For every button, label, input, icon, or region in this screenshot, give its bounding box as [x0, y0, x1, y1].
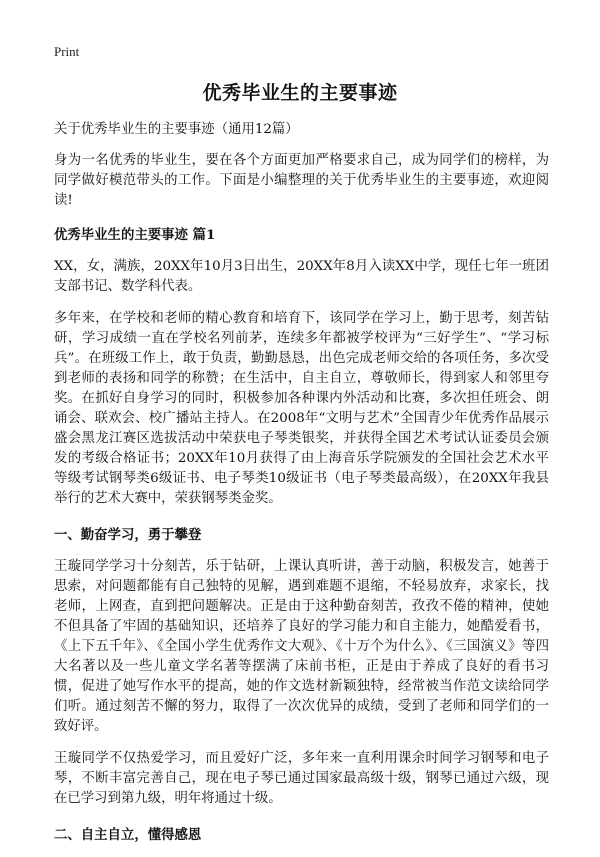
print-link[interactable]: Print	[54, 44, 80, 59]
profile-paragraph: XX，女，满族，20XX年10月3日出生，20XX年8月入读XX中学，现任七年一班团支部书记、数学科代表。	[54, 259, 549, 294]
document-subtitle: 关于优秀毕业生的主要事迹（通用12篇）	[54, 122, 299, 137]
page-title: 优秀毕业生的主要事迹	[202, 82, 398, 104]
intro-paragraph: 身为一名优秀的毕业生，要在各个方面更加严格要求自己，成为同学们的榜样，为同学做好模范带头的工作。下面是小编整理的关于优秀毕业生的主要事迹，欢迎阅读!	[54, 153, 549, 208]
subheading-study: 一、勤奋学习，勇于攀登	[54, 527, 202, 543]
document-body	[54, 120, 549, 857]
study-paragraph: 王璇同学学习十分刻苦，乐于钻研，上课认真听讲，善于动脑，积极发言，她善于思索，对问题都能有自己独特的见解，遇到难题不退缩，不轻易放弃，求家长，找老师，上网查，直到把问题解决。正是由于这种勤奋刻苦，孜孜不倦的精神，使她不但具备了牢固的基础知识，还培养了良好的学习能力和自主能力，她酷爱看书，《上下五千年》、《全国小学生优秀作文大观》、《十万个为什么》、《三国演义》等四大名著以及一些儿童文学名著等摆满了床前书柜，正是由于养成了良好的看书习惯，促进了她写作水平的提高，她的作文选材新颖独特，经常被当作范文读给同学们听。通过刻苦不懈的努力，取得了一次次优异的成绩，受到了老师和同学们的一致好评。	[54, 559, 549, 734]
achievements-paragraph: 多年来，在学校和老师的精心教育和培育下，该同学在学习上，勤于思考，刻苦钻研，学习成绩一直在学校名列前茅，连续多年都被学校评为“三好学生”、“学习标兵”。在班级工作上，敢于负责，勤勤恳恳，出色完成老师交给的各项任务，多次受到老师的表扬和同学的称赞；在生活中，自主自立，尊敬师长，得到家人和邻里夸奖。在抓好自身学习的同时，积极参加各种课内外活动和比赛，多次担任班会、朗诵会、联欢会、校广播站主持人。在2008年“文明与艺术”全国青少年优秀作品展示盛会黑龙江赛区选拔活动中荣获电子琴类银奖，并获得全国艺术考试认证委员会颁发的考级合格证书；20XX年10月获得了由上海音乐学院颁发的全国社会艺术水平等级考试钢琴类6级证书、电子琴类10级证书（电子琴类最高级），在20XX年我县举行的艺术大赛中，荣获钢琴类金奖。	[54, 311, 549, 506]
subheading-independence: 二、自主自立，懂得感恩	[54, 827, 202, 843]
hobbies-paragraph: 王璇同学不仅热爱学习，而且爱好广泛，多年来一直利用课余时间学习钢琴和电子琴，不断丰富完善自己，现在电子琴已通过国家最高级十级，钢琴已通过六级，现在已学习到第九级，明年将通过十级。	[54, 751, 549, 806]
section-heading-1: 优秀毕业生的主要事迹 篇1	[54, 227, 216, 243]
